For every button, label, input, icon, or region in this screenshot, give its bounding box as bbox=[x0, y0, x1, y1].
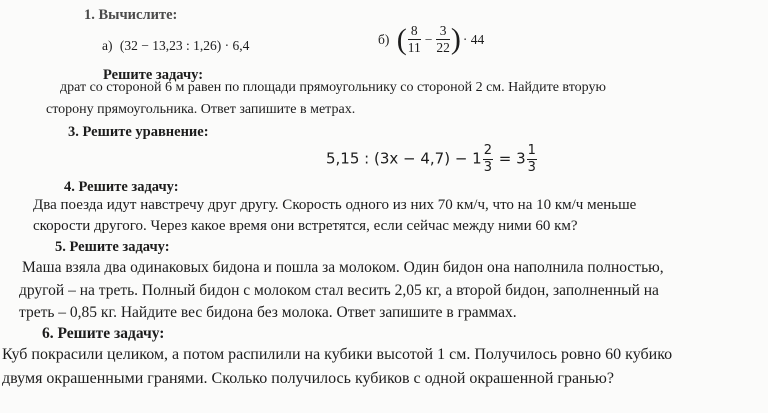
task3-mixed-fraction-1: $\frac{2}{3}$ bbox=[483, 143, 493, 175]
task5-line-2: другой – на треть. Полный бидон с молоком стал весить 2,05 кг, а второй бидон, заполненный на bbox=[19, 282, 659, 299]
task3-eq-mid: = 3 bbox=[494, 149, 526, 168]
task4-line-2: скорости другого. Через какое время они встретятся, если сейчас между ними 60 км? bbox=[33, 218, 578, 234]
task1-a-label: а) bbox=[102, 38, 113, 53]
task2-line-2: сторону прямоугольника. Ответ запишите в метрах. bbox=[46, 102, 356, 117]
task1-b-fraction-1: $\frac{8}{11}$ bbox=[407, 23, 421, 56]
task4-heading: 4. Решите задачу: bbox=[64, 179, 179, 195]
task1-a-expression: (32 − 13,23 : 1,26) · 6,4 bbox=[119, 38, 250, 53]
task1-b-tail: · 44 bbox=[462, 31, 485, 47]
task3-equation bbox=[326, 144, 538, 174]
task1-part-a bbox=[102, 39, 249, 53]
task1-b-label: б) bbox=[378, 31, 390, 47]
task6-line-2: двумя окрашенными гранями. Сколько получилось кубиков с одной окрашенной гранью? bbox=[2, 370, 614, 387]
task3-mixed-fraction-2: $\frac{1}{3}$ bbox=[527, 143, 536, 175]
task3-heading: 3. Решите уравнение: bbox=[68, 124, 209, 140]
task2-heading: Решите задачу: bbox=[103, 67, 204, 83]
task2-line-1: драт со стороной 6 м равен по площади прямоугольнику со стороной 2 см. Найдите вторую bbox=[60, 80, 606, 95]
task1-b-minus: − bbox=[424, 31, 433, 47]
task1-part-b: б) ( $\frac{8}{11}$ − $\frac{3}{22}$ ) · 44 bbox=[378, 22, 485, 56]
task1-heading: 1. Вычислите: bbox=[84, 7, 178, 23]
task1-b-fraction-2: $\frac{3}{22}$ bbox=[436, 23, 450, 56]
task5-line-1: Маша взяла два одинаковых бидона и пошла за молоком. Один бидон она наполнила полностью, bbox=[22, 259, 664, 276]
task4-line-1: Два поезда идут навстречу друг другу. Скорость одного из них 70 км/ч, что на 10 км/ч меньше bbox=[33, 197, 637, 213]
task6-heading: 6. Решите задачу: bbox=[42, 325, 165, 342]
task5-heading: 5. Решите задачу: bbox=[55, 239, 170, 255]
task3-eq-left: 5,15 : (3x − 4,7) − 1 bbox=[326, 149, 482, 168]
task5-line-3: треть – 0,85 кг. Найдите вес бидона без молока. Ответ запишите в граммах. bbox=[19, 304, 517, 321]
task6-line-1: Куб покрасили целиком, а потом распилили на кубики высотой 1 см. Получилось ровно 60 кубико bbox=[2, 346, 673, 363]
